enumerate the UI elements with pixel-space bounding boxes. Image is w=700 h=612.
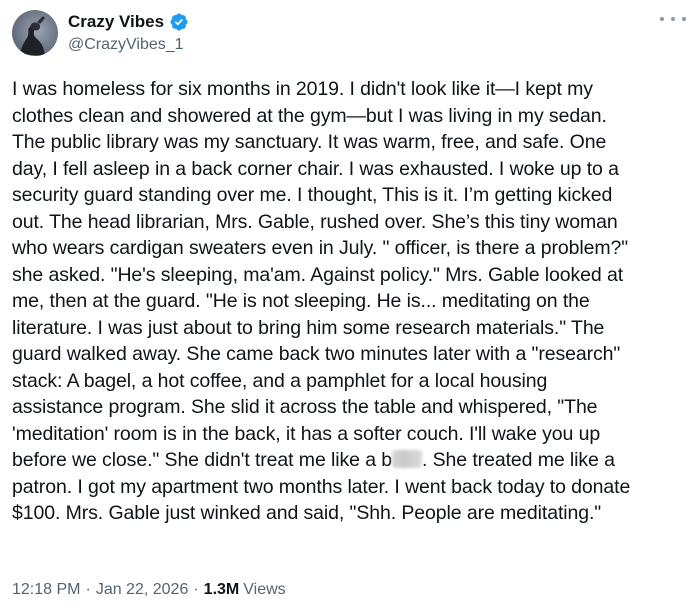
- tweet-meta: [12, 581, 286, 599]
- tweet-text-part-2: . She treated me like a patron. I got my apartment two months later. I went back today to donate $100. Mrs. Gable just winked and said, "Shh. People are meditating.": [12, 449, 631, 524]
- author-name-row: [68, 10, 189, 34]
- meta-separator: ·: [85, 581, 91, 598]
- more-dot: [660, 17, 664, 21]
- author-display-name[interactable]: Crazy Vibes: [68, 12, 165, 31]
- more-horizontal-icon[interactable]: [660, 10, 686, 28]
- avatar-image: [12, 10, 58, 56]
- meta-separator: ·: [193, 581, 199, 598]
- tweet-text-part-1: I was homeless for six months in 2019. I didn't look like it—I kept my clothes clean and showered at the gym—but I was living in my sedan. The public library was my sanctuary. It was warm, free, and safe. One day, I fell asleep in a back corner chair. I was exhausted. I woke up to a security guard standing over me. I thought, This is it. I’m getting kicked out. The head librarian, Mrs. Gable, rushed over. She’s this tiny woman who wears cardigan sweaters even in July. " officer, is there a problem?" she asked. "He's sleeping, ma'am. Against policy." Mrs. Gable looked at me, then at the guard. "He is not sleeping. He is... meditating on the literature. I was just about to bring him some research materials." The guard walked away. She came back two minutes later with a "research" stack: A bagel, a hot coffee, and a pamphlet for a local housing assistance program. She slid it across the table and whispered, "The 'meditation' room is in the back, it has a softer couch. I'll wake you up before we close." She didn't treat me like a b: [12, 78, 629, 471]
- views-count[interactable]: 1.3M: [203, 581, 240, 598]
- redacted-word-blur: [392, 450, 422, 468]
- tweet-time[interactable]: 12:18 PM: [12, 581, 81, 598]
- more-dot: [671, 17, 675, 21]
- tweet-date[interactable]: Jan 22, 2026: [95, 581, 189, 598]
- tweet-text: [12, 76, 694, 527]
- avatar[interactable]: [12, 10, 58, 56]
- verified-badge-icon: [169, 12, 189, 32]
- more-dot: [682, 17, 686, 21]
- views-label: Views: [243, 581, 286, 598]
- author-handle[interactable]: @CrazyVibes_1: [68, 36, 184, 53]
